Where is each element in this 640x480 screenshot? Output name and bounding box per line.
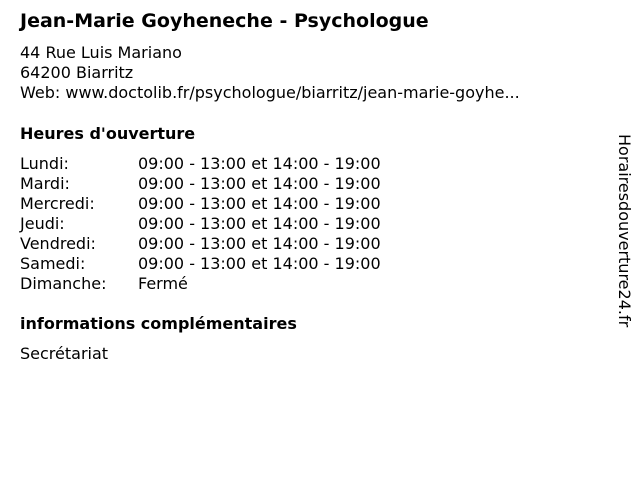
page-title: Jean-Marie Goyheneche - Psychologue <box>20 10 429 32</box>
day-label: Mardi: <box>20 174 70 193</box>
hours-row-mercredi <box>20 194 381 214</box>
day-label: Samedi: <box>20 254 86 273</box>
day-label: Lundi: <box>20 154 69 173</box>
hours-row-vendredi <box>20 234 381 254</box>
time-range: 09:00 - 13:00 et 14:00 - 19:00 <box>138 154 381 173</box>
hours-row-lundi <box>20 154 381 174</box>
opening-hours-table <box>20 154 381 294</box>
hours-row-jeudi <box>20 214 381 234</box>
day-label: Dimanche: <box>20 274 107 293</box>
website-link[interactable]: Web: www.doctolib.fr/psychologue/biarritz/jean-marie-goyhe... <box>20 83 520 102</box>
additional-info-text: Secrétariat <box>20 344 109 363</box>
time-range: 09:00 - 13:00 et 14:00 - 19:00 <box>138 174 381 193</box>
hours-row-dimanche <box>20 274 381 294</box>
day-label: Mercredi: <box>20 194 95 213</box>
street-address: 44 Rue Luis Mariano <box>20 43 182 62</box>
time-range: 09:00 - 13:00 et 14:00 - 19:00 <box>138 234 381 253</box>
time-range: Fermé <box>138 274 188 293</box>
day-label: Jeudi: <box>20 214 65 233</box>
time-range: 09:00 - 13:00 et 14:00 - 19:00 <box>138 214 381 233</box>
side-brand-watermark: Horairesdouverture24.fr <box>615 134 634 328</box>
time-range: 09:00 - 13:00 et 14:00 - 19:00 <box>138 254 381 273</box>
opening-hours-heading: Heures d'ouverture <box>20 124 196 143</box>
time-range: 09:00 - 13:00 et 14:00 - 19:00 <box>138 194 381 213</box>
city-address: 64200 Biarritz <box>20 63 134 82</box>
additional-info-heading: informations complémentaires <box>20 314 297 333</box>
day-label: Vendredi: <box>20 234 96 253</box>
address-block <box>20 43 520 103</box>
hours-row-samedi <box>20 254 381 274</box>
hours-row-mardi <box>20 174 381 194</box>
